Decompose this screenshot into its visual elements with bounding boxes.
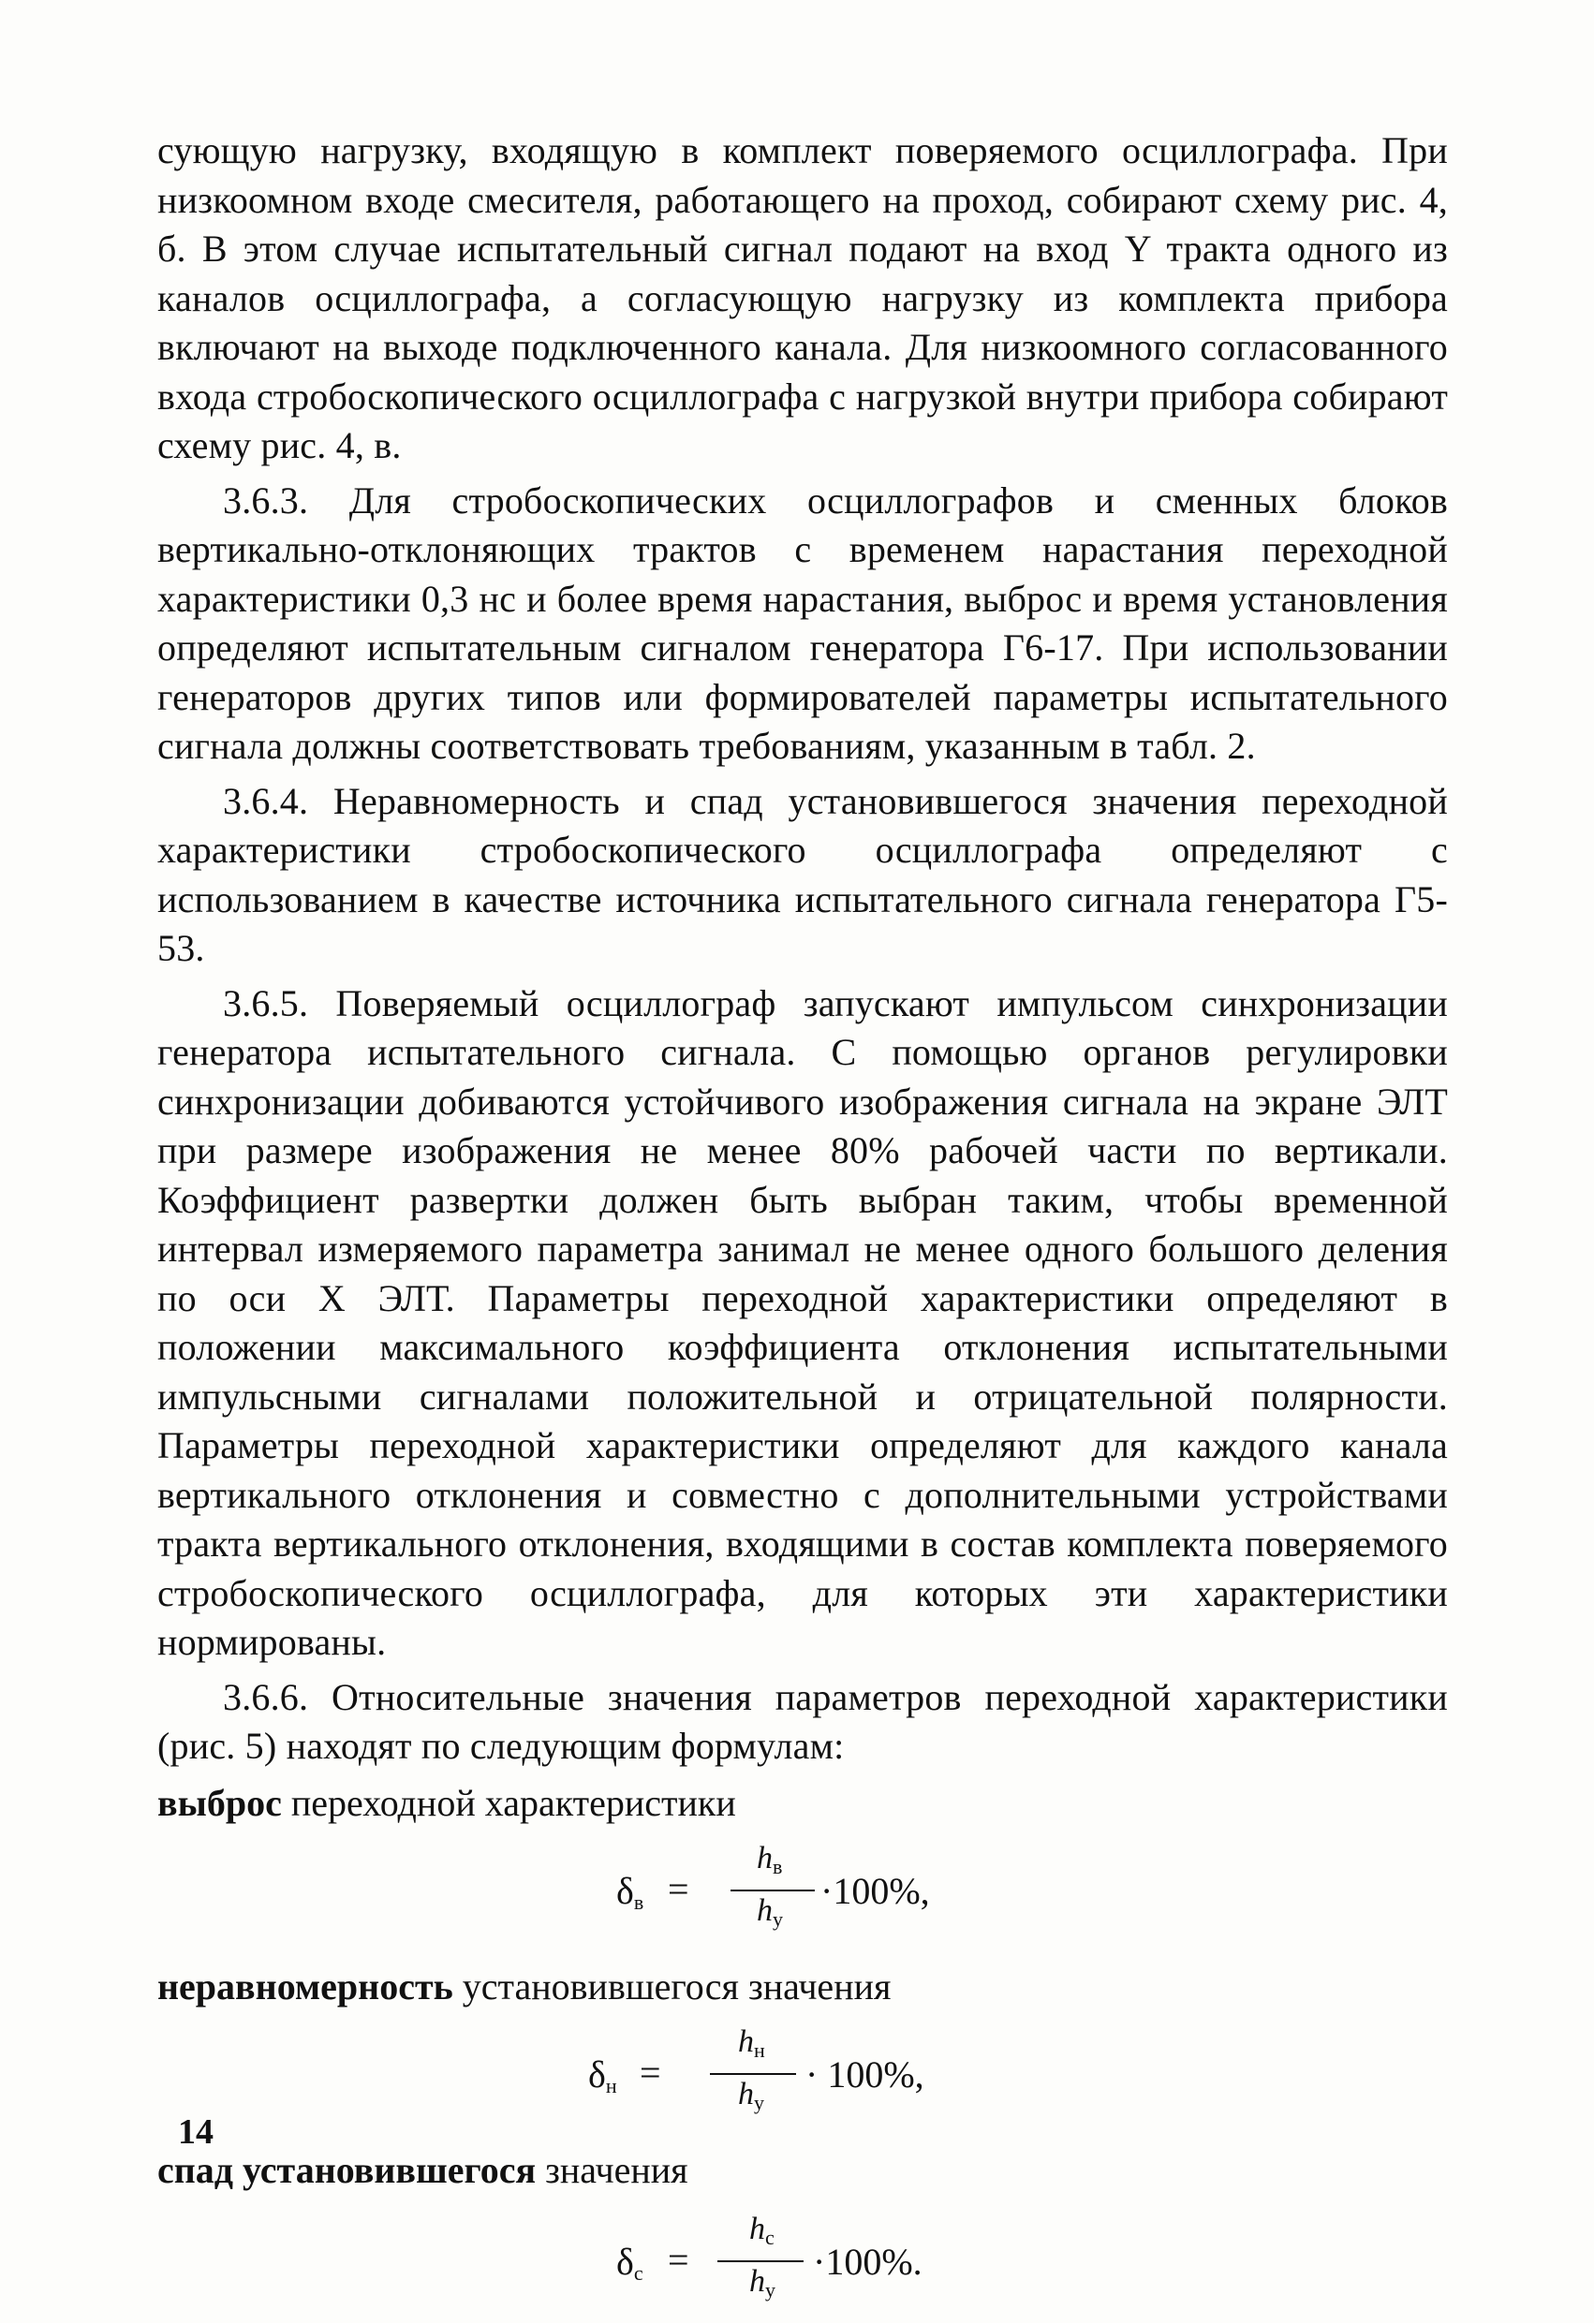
equals-sign: = <box>668 1867 689 1910</box>
formula-numerator: $h_c$ <box>749 2211 775 2249</box>
formula-denominator: $h_у$ <box>757 1892 783 1931</box>
fraction-bar <box>710 2073 796 2075</box>
formula-numerator: $h_в$ <box>757 1840 783 1878</box>
paragraph-continuation: сующую нагрузку, входящую в комплект поверяемого осциллографа. При низкоомном входе смесителя, работающего на проход, собирают схему рис. 4, б. В этом случае испытательный сигнал подают на вход Y тракта одного из каналов осциллографа, а согласующую нагрузку из комплекта прибора включают на выходе подключенного канала. Для низкоомного согласованного входа стробоскопического осциллографа с нагрузкой внутри прибора собирают схему рис. 4, в. <box>157 129 1448 466</box>
body-text <box>157 126 1448 2324</box>
formula-label-text: переходной характеристики <box>281 1781 736 1824</box>
paragraph-3-6-5: 3.6.5. Поверяемый осциллограф запускают импульсом синхронизации генератора испытательного сигнала. С помощью органов регулировки синхронизации добиваются устойчивого изображения сигнала на экране ЭЛТ при размере изображения не менее 80% рабочей части по вертикали. Коэффициент развертки должен быть выбран таким, чтобы временной интервал измеряемого параметра занимал не менее одного большого деления по оси X ЭЛТ. Параметры переходной характеристики определяют в положении максимального коэффициента отклонения испытательными импульсными сигналами положительной и отрицательной полярности. Параметры переходной характеристики определяют для каждого канала вертикального отклонения и совместно с дополнительными устройствами тракта вертикального отклонения, входящими в состав комплекта поверяемого стробоскопического осциллографа, для которых эти характеристики нормированы. <box>157 981 1448 1663</box>
paragraph-3-6-3: 3.6.3. Для стробоскопических осциллографов и сменных блоков вертикально-отклоняющих трактов с временем нарастания переходной характеристики 0,3 нс и более время нарастания, выброс и время установления определяют испытательным сигналом генератора Г6-17. При использовании генераторов других типов или формирователей параметры испытательного сигнала должны соответствовать требованиям, указанным в табл. 2. <box>157 478 1448 767</box>
formula-label-bold: неравномерность <box>157 1964 453 2008</box>
fraction-bar <box>731 1890 815 1891</box>
equals-sign: = <box>640 2051 661 2094</box>
formula-rhs: ·100%, <box>820 1869 930 1912</box>
formula-numerator: $h_н$ <box>738 2023 765 2062</box>
formula-lhs: $\delta_c$ <box>616 2240 643 2285</box>
formula-rhs: · 100%, <box>805 2052 924 2096</box>
formula-label-text: значения <box>536 2148 688 2191</box>
paragraph-3-6-4: 3.6.4. Неравномерность и спад установившегося значения переходной характеристики стробоскопического осциллографа определяют с использованием в качестве источника испытательного сигнала генератора Г5-53. <box>157 779 1448 969</box>
formula-nonuniformity <box>157 2024 1448 2137</box>
formula-label-overshoot <box>157 1779 1448 1828</box>
fraction-bar <box>717 2260 804 2262</box>
formula-label-bold: спад установившегося <box>157 2148 537 2191</box>
formula-lhs: $\delta_в$ <box>616 1869 644 1914</box>
formula-label-droop <box>157 2146 1448 2195</box>
formula-label-text: установившегося значения <box>452 1964 892 2008</box>
formula-label-bold: выброс <box>157 1781 282 1824</box>
formula-lhs: $\delta_н$ <box>588 2052 617 2097</box>
formula-denominator: $h_у$ <box>738 2076 764 2114</box>
formula-droop <box>157 2212 1448 2324</box>
paragraph-3-6-6: 3.6.6. Относительные значения параметров переходной характеристики (рис. 5) находят по следующим формулам: <box>157 1675 1448 1767</box>
formula-label-nonuniformity <box>157 1963 1448 2011</box>
page-number: 14 <box>178 2112 214 2152</box>
equals-sign: = <box>668 2238 689 2281</box>
formula-overshoot <box>157 1841 1448 1953</box>
formula-denominator: $h_у$ <box>749 2263 775 2302</box>
formula-rhs: ·100%. <box>813 2240 922 2283</box>
